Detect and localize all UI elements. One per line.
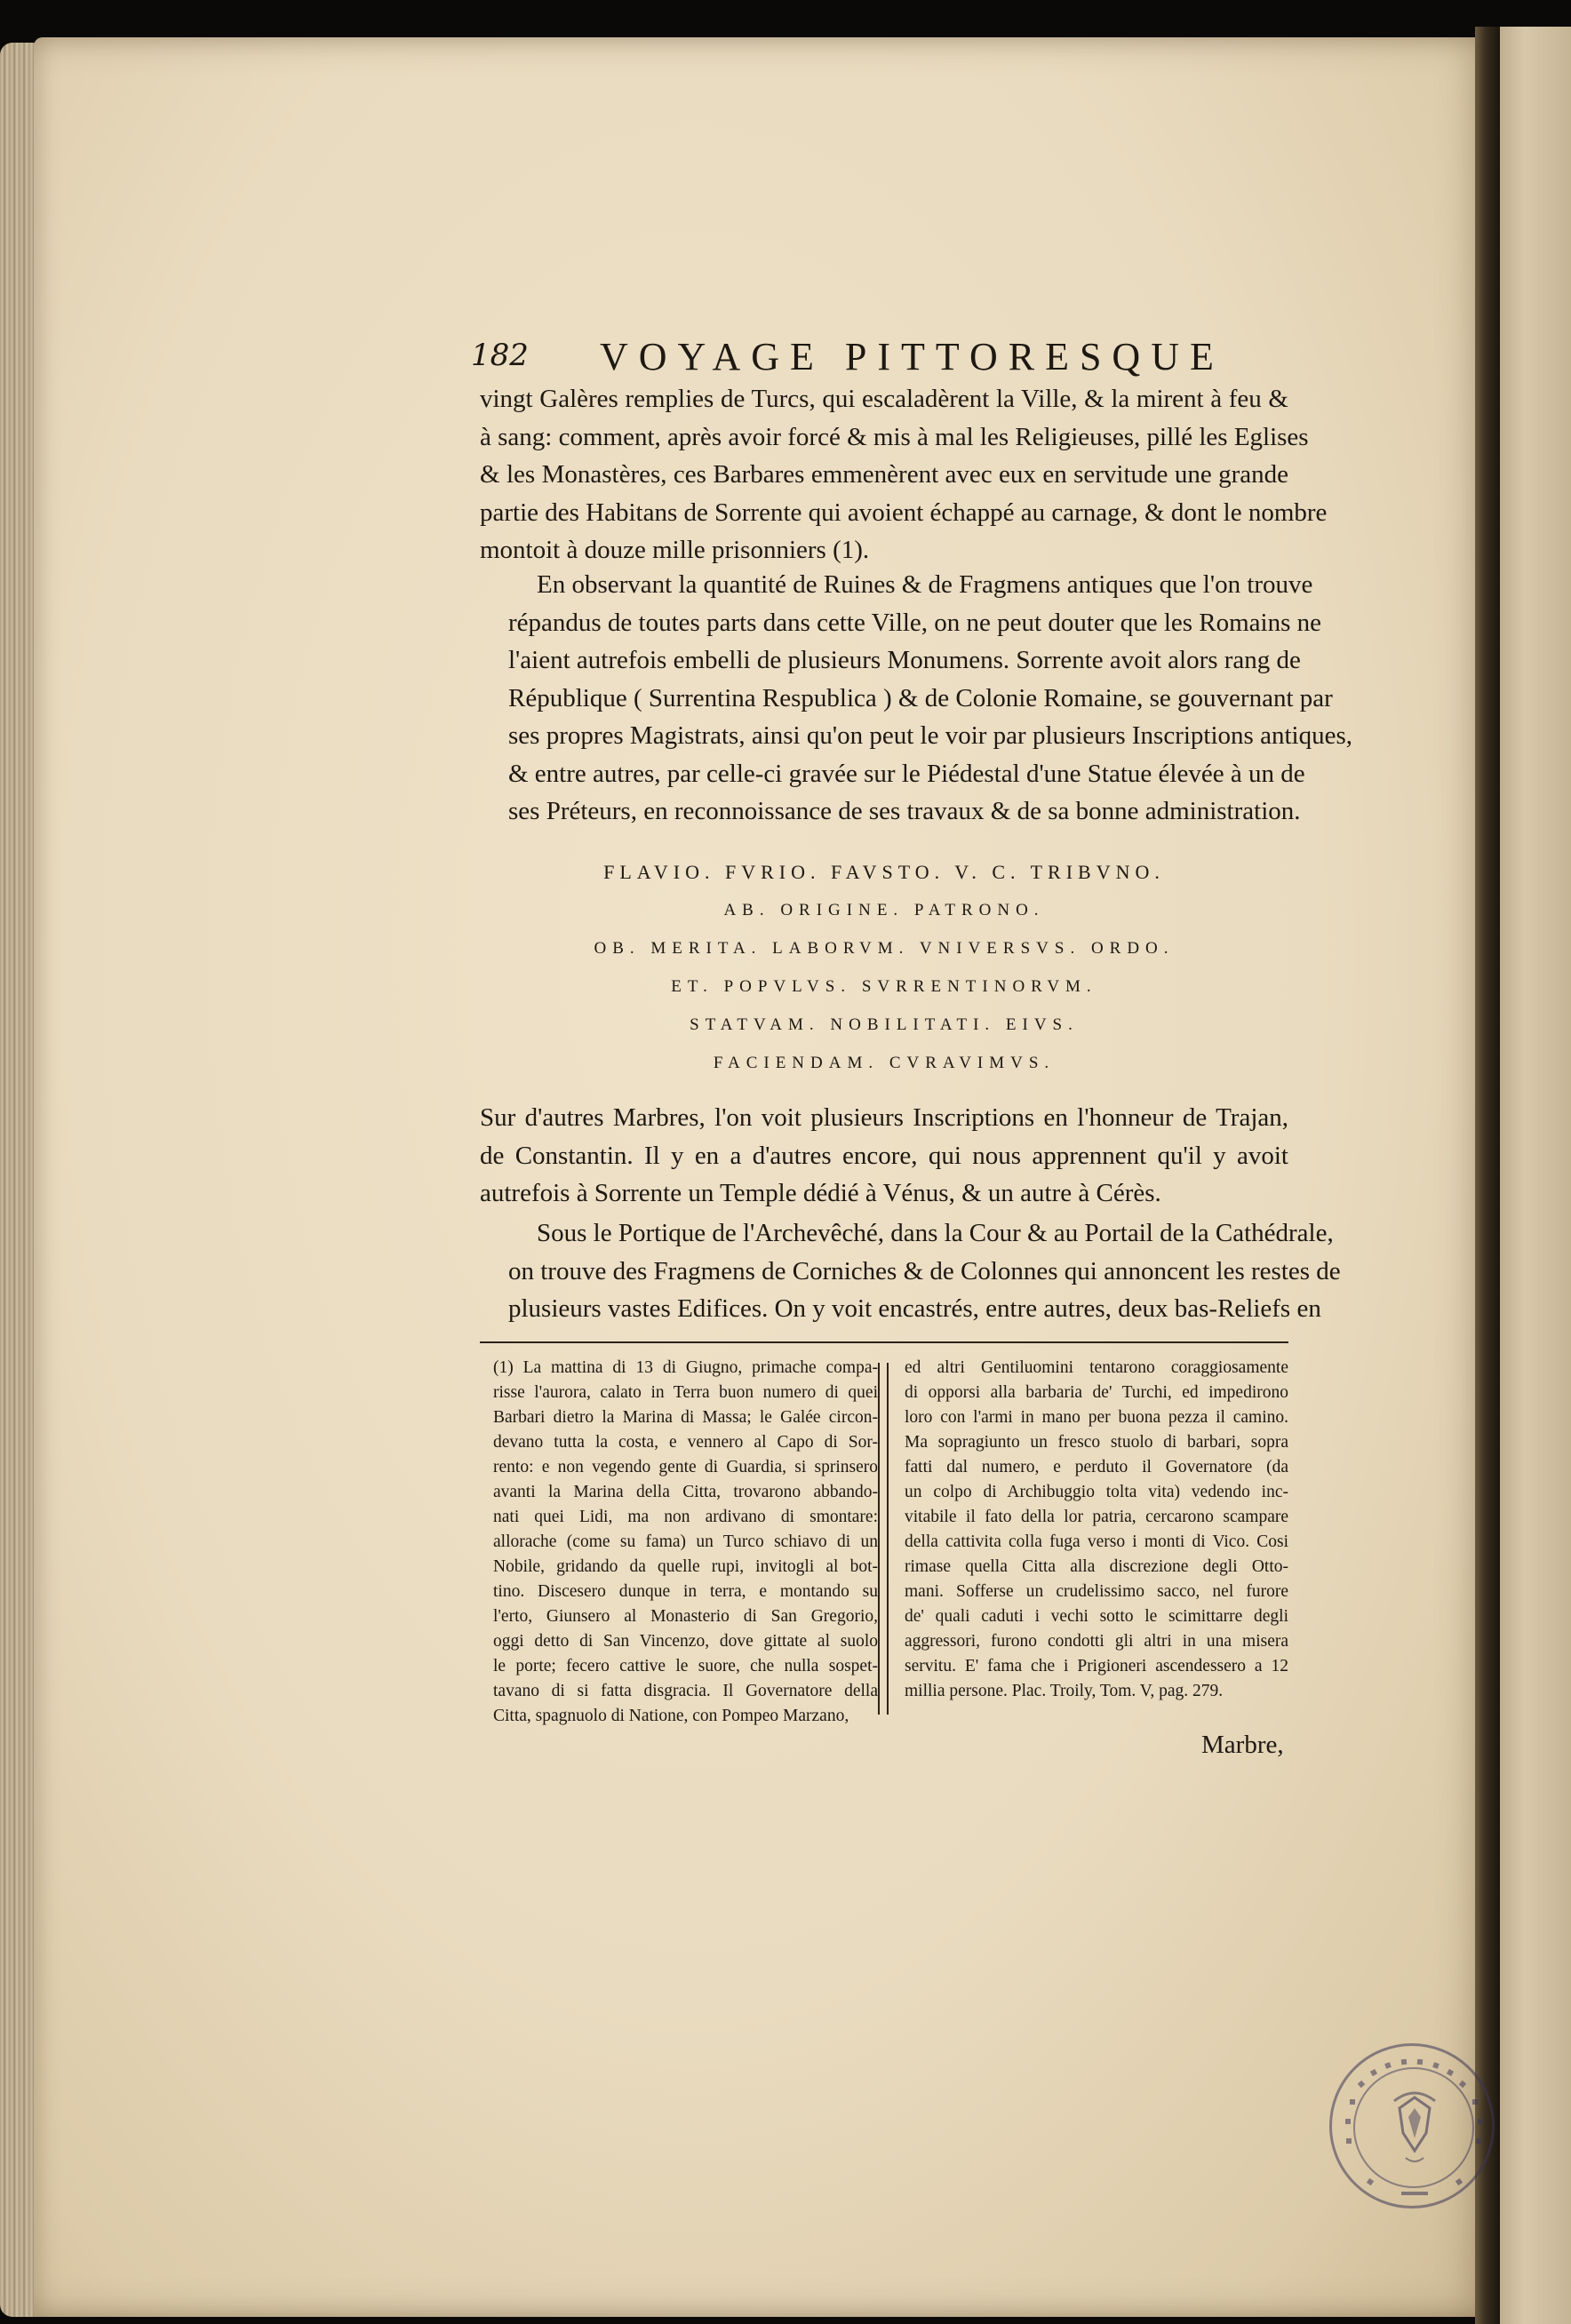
paragraph-1: [480, 380, 1328, 569]
footnote-line: l'erto, Giunsero al Monasterio di San Gregorio,: [493, 1607, 878, 1626]
footnote-column-right: [905, 1356, 1288, 1704]
inscription-line: STATVAM. NOBILITATI. EIVS.: [690, 1015, 1079, 1034]
footnote-line: fatti dal numero, e perduto il Governatore (da: [905, 1458, 1288, 1476]
inscription-line: ET. POPVLVS. SVRRENTINORVM.: [671, 977, 1097, 996]
text-line: En observant la quantité de Ruines & de Fragmens antiques que l'on trouve: [537, 570, 1313, 599]
page-number: 182: [471, 338, 529, 373]
footnote-line: mani. Sofferse un crudelissimo sacco, nel furore: [905, 1582, 1288, 1601]
footnote-line: allorache (come su fama) un Turco schiavo di un: [493, 1532, 878, 1551]
text-line: Sur d'autres Marbres, l'on voit plusieurs Inscriptions en l'honneur de Trajan,: [480, 1103, 1288, 1132]
inscription-line: OB. MERITA. LABORVM. VNIVERSVS. ORDO.: [594, 939, 1175, 958]
footnote-line: de' quali caduti i vechi sotto le scimittarre degli: [905, 1607, 1288, 1626]
inscription-line: FACIENDAM. CVRAVIMVS.: [713, 1054, 1056, 1072]
text-line: & entre autres, par celle-ci gravée sur le Piédestal d'une Statue élevée à un de: [508, 759, 1305, 788]
inscription-line: AB. ORIGINE. PATRONO.: [723, 901, 1045, 919]
column-separator: [878, 1363, 889, 1715]
paragraph-2: [480, 566, 1352, 831]
text-line: ses Préteurs, en reconnoissance de ses travaux & de sa bonne administration.: [508, 797, 1301, 825]
footnote-line: tino. Discesero dunque in terra, e montando su: [493, 1582, 878, 1601]
footnote-line: avanti la Marina della Citta, trovarono abbando-: [493, 1483, 878, 1501]
paragraph-3: [480, 1099, 1288, 1213]
inscription-line: FLAVIO. FVRIO. FAVSTO. V. C. TRIBVNO.: [603, 861, 1165, 883]
library-stamp: [1329, 2043, 1495, 2209]
text-line: à sang: comment, après avoir forcé & mis à mal les Religieuses, pillé les Eglises: [480, 422, 1309, 451]
text-line: République ( Surrentina Respublica ) & de Colonie Romaine, se gouvernant par: [508, 683, 1333, 712]
text-line: plusieurs vastes Edifices. On y voit encastrés, entre autres, deux bas-Reliefs en: [508, 1294, 1321, 1323]
footnote-line: servitu. E' fama che i Prigioneri ascendessero a 12: [905, 1657, 1288, 1675]
text-line: de Constantin. Il y en a d'autres encore, qui nous apprennent qu'il y avoit: [480, 1141, 1288, 1170]
footnote-line: di opporsi alla barbaria de' Turchi, ed impedirono: [905, 1383, 1288, 1402]
paragraph-4: [480, 1214, 1341, 1328]
footnote-line: (1) La mattina di 13 di Giugno, primache compa-: [493, 1358, 878, 1377]
text-line: répandus de toutes parts dans cette Ville, on ne peut douter que les Romains ne: [508, 608, 1322, 637]
footnote-line: loro con l'armi in mano per buona pezza il camino.: [905, 1408, 1288, 1427]
footnote-column-left: [493, 1356, 878, 1729]
footnote-line: Citta, spagnuolo di Natione, con Pompeo Marzano,: [493, 1707, 849, 1725]
text-line: ses propres Magistrats, ainsi qu'on peut le voir par plusieurs Inscriptions antiques,: [508, 721, 1352, 750]
text-line: montoit à douze mille prisonniers (1).: [480, 536, 870, 564]
catchword: Marbre,: [1201, 1731, 1284, 1759]
text-line: Sous le Portique de l'Archevêché, dans la Cour & au Portail de la Cathédrale,: [537, 1219, 1334, 1247]
text-line: autrefois à Sorrente un Temple dédié à Vénus, & un autre à Cérès.: [480, 1179, 1161, 1207]
footnote-line: rento: e non vegendo gente di Guardia, si sprinsero: [493, 1458, 878, 1476]
footnote-line: aggressori, furono condotti gli altri in una misera: [905, 1632, 1288, 1651]
latin-inscription: [480, 853, 1288, 1082]
text-line: on trouve des Fragmens de Corniches & de Colonnes qui annoncent les restes de: [508, 1256, 1341, 1285]
footnote-line: tavano di si fatta disgracia. Il Governatore della: [493, 1682, 878, 1700]
footnote-line: rimase quella Citta alla discrezione degli Otto-: [905, 1557, 1288, 1576]
footnote-line: vitabile il fato della lor patria, cercarono scampare: [905, 1508, 1288, 1526]
book-gutter: [1475, 27, 1500, 2324]
footnote-line: le porte; fecero cattive le suore, che nulla sospet-: [493, 1657, 878, 1675]
footnote-line: oggi detto di San Vincenzo, dove gittate al suolo: [493, 1632, 878, 1651]
footnote-line: Nobile, gridando da quelle rupi, invitogli al bot-: [493, 1557, 878, 1576]
footnote-line: un colpo di Archibuggio tolta vita) vedendo inc-: [905, 1483, 1288, 1501]
footnote-line: millia persone. Plac. Troily, Tom. V, pag. 279.: [905, 1682, 1224, 1700]
footnote-line: Barbari dietro la Marina di Massa; le Galée circon-: [493, 1408, 878, 1427]
footnote-line: nati quei Lidi, ma non ardivano di smontare:: [493, 1508, 878, 1526]
footnote-line: devano tutta la costa, e vennero al Capo di Sor-: [493, 1433, 878, 1452]
footnote-line: ed altri Gentiluomini tentarono coraggiosamente: [905, 1358, 1288, 1377]
text-line: partie des Habitans de Sorrente qui avoient échappé au carnage, & dont le nombre: [480, 497, 1328, 527]
library-seal-icon: [1332, 2046, 1497, 2211]
page-header: [471, 334, 1288, 387]
text-line: & les Monastères, ces Barbares emmenèrent avec eux en servitude une grande: [480, 460, 1288, 489]
footnote-line: risse l'aurora, calato in Terra buon numero di quei: [493, 1383, 878, 1402]
footnote-line: Ma sopragiunto un fresco stuolo di barbari, sopra: [905, 1433, 1288, 1452]
running-title: VOYAGE PITTORESQUE: [600, 335, 1224, 378]
footnote-line: della cattivita colla fuga verso i monti di Vico. Cosi: [905, 1532, 1288, 1551]
text-line: vingt Galères remplies de Turcs, qui escaladèrent la Ville, & la mirent à feu &: [480, 385, 1288, 413]
facing-page-edge: [1500, 27, 1571, 2324]
footnote-rule: [480, 1341, 1288, 1343]
text-line: l'aient autrefois embelli de plusieurs Monumens. Sorrente avoit alors rang de: [508, 646, 1301, 674]
